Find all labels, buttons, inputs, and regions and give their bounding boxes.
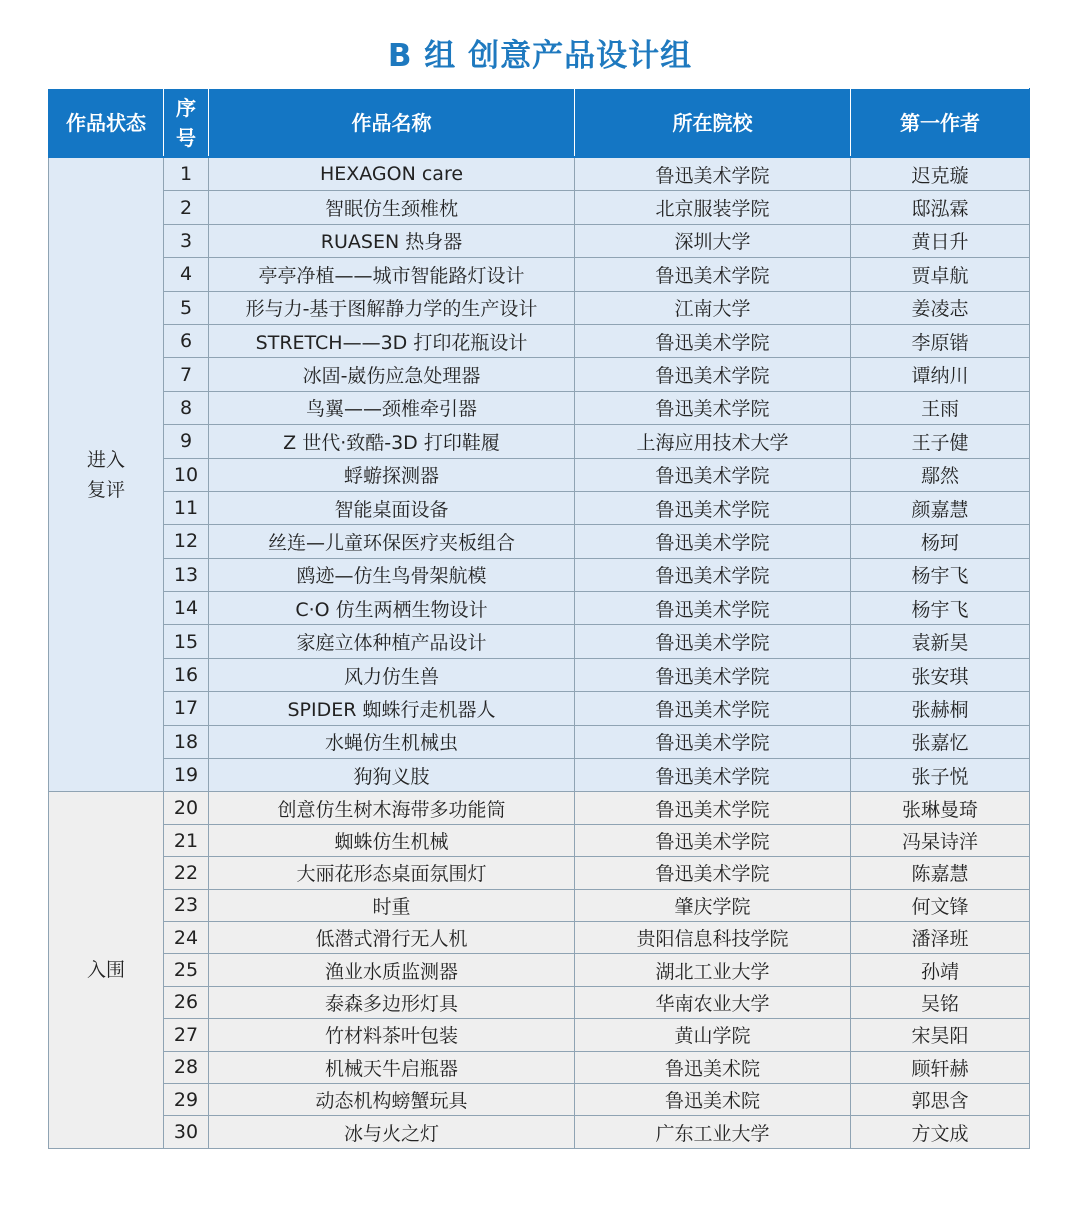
row-school: 鲁迅美术学院 <box>575 525 851 558</box>
row-author: 何文锋 <box>851 889 1030 921</box>
row-author: 陈嘉慧 <box>851 857 1030 889</box>
header-index-label: 序 号 <box>176 95 196 150</box>
row-school: 鲁迅美术学院 <box>575 558 851 591</box>
row-school: 鲁迅美术学院 <box>575 824 851 856</box>
table-row <box>49 857 1030 889</box>
row-author: 迟克璇 <box>851 157 1030 191</box>
row-author: 李原锴 <box>851 324 1030 357</box>
row-name: 冰固-崴伤应急处理器 <box>209 358 575 391</box>
row-school: 鲁迅美术院 <box>575 1083 851 1115</box>
table-row <box>49 324 1030 357</box>
row-name: 狗狗义肢 <box>209 759 575 792</box>
row-index: 16 <box>164 658 209 691</box>
row-school: 鲁迅美术学院 <box>575 792 851 824</box>
row-author: 贾卓航 <box>851 258 1030 291</box>
row-author: 方文成 <box>851 1116 1030 1148</box>
row-school: 鲁迅美术学院 <box>575 358 851 391</box>
row-name: 丝连—儿童环保医疗夹板组合 <box>209 525 575 558</box>
row-author: 杨珂 <box>851 525 1030 558</box>
row-school: 鲁迅美术学院 <box>575 658 851 691</box>
row-author: 吴铭 <box>851 986 1030 1018</box>
row-index: 21 <box>164 824 209 856</box>
row-index: 29 <box>164 1083 209 1115</box>
row-name: HEXAGON care <box>209 157 575 191</box>
row-author: 王雨 <box>851 391 1030 424</box>
row-name: 鸥迹—仿生鸟骨架航模 <box>209 558 575 591</box>
row-author: 张赫桐 <box>851 692 1030 725</box>
row-index: 15 <box>164 625 209 658</box>
row-index: 1 <box>164 157 209 191</box>
row-school: 北京服装学院 <box>575 191 851 224</box>
row-school: 鲁迅美术学院 <box>575 258 851 291</box>
header-name: 作品名称 <box>209 89 575 158</box>
table-row <box>49 692 1030 725</box>
row-school: 上海应用技术大学 <box>575 425 851 458</box>
row-index: 20 <box>164 792 209 824</box>
table-row <box>49 954 1030 986</box>
row-index: 11 <box>164 491 209 524</box>
row-school: 肇庆学院 <box>575 889 851 921</box>
table-row <box>49 425 1030 458</box>
row-name: 鸟翼——颈椎牵引器 <box>209 391 575 424</box>
row-name: 形与力-基于图解静力学的生产设计 <box>209 291 575 324</box>
row-name: 时重 <box>209 889 575 921</box>
row-school: 鲁迅美术学院 <box>575 759 851 792</box>
row-school: 江南大学 <box>575 291 851 324</box>
row-school: 鲁迅美术学院 <box>575 692 851 725</box>
row-index: 24 <box>164 921 209 953</box>
row-index: 6 <box>164 324 209 357</box>
row-index: 25 <box>164 954 209 986</box>
row-author: 宋昊阳 <box>851 1019 1030 1051</box>
table-row <box>49 291 1030 324</box>
row-name: 智眠仿生颈椎枕 <box>209 191 575 224</box>
table-row <box>49 824 1030 856</box>
row-index: 9 <box>164 425 209 458</box>
row-author: 王子健 <box>851 425 1030 458</box>
row-name: 家庭立体种植产品设计 <box>209 625 575 658</box>
row-index: 4 <box>164 258 209 291</box>
table-row <box>49 921 1030 953</box>
row-school: 鲁迅美术学院 <box>575 458 851 491</box>
row-school: 鲁迅美术学院 <box>575 391 851 424</box>
row-index: 23 <box>164 889 209 921</box>
row-author: 邸泓霖 <box>851 191 1030 224</box>
row-school: 鲁迅美术学院 <box>575 592 851 625</box>
row-author: 郭思含 <box>851 1083 1030 1115</box>
table-row <box>49 986 1030 1018</box>
table-row <box>49 1083 1030 1115</box>
row-author: 袁新昊 <box>851 625 1030 658</box>
row-index: 7 <box>164 358 209 391</box>
row-name: STRETCH——3D 打印花瓶设计 <box>209 324 575 357</box>
page-title: B 组 创意产品设计组 <box>387 38 693 74</box>
row-index: 8 <box>164 391 209 424</box>
row-name: 蜘蛛仿生机械 <box>209 824 575 856</box>
row-index: 3 <box>164 224 209 257</box>
row-index: 17 <box>164 692 209 725</box>
table-row <box>49 391 1030 424</box>
table-row <box>49 759 1030 792</box>
table-row <box>49 792 1030 824</box>
row-index: 13 <box>164 558 209 591</box>
table-row <box>49 558 1030 591</box>
row-author: 鄢然 <box>851 458 1030 491</box>
row-name: 动态机构螃蟹玩具 <box>209 1083 575 1115</box>
row-school: 鲁迅美术学院 <box>575 157 851 191</box>
row-author: 张嘉忆 <box>851 725 1030 758</box>
row-index: 12 <box>164 525 209 558</box>
row-name: C·O 仿生两栖生物设计 <box>209 592 575 625</box>
row-name: RUASEN 热身器 <box>209 224 575 257</box>
row-author: 谭纳川 <box>851 358 1030 391</box>
table-row <box>49 1116 1030 1148</box>
table-row <box>49 191 1030 224</box>
row-school: 鲁迅美术学院 <box>575 857 851 889</box>
row-name: 竹材料茶叶包装 <box>209 1019 575 1051</box>
row-school: 湖北工业大学 <box>575 954 851 986</box>
row-index: 28 <box>164 1051 209 1083</box>
table-row <box>49 491 1030 524</box>
row-school: 鲁迅美术学院 <box>575 491 851 524</box>
row-index: 5 <box>164 291 209 324</box>
status-cell: 进入 复评 <box>49 157 164 792</box>
row-name: 风力仿生兽 <box>209 658 575 691</box>
table-row <box>49 157 1030 191</box>
results-table <box>48 88 1030 1149</box>
row-name: 亭亭净植——城市智能路灯设计 <box>209 258 575 291</box>
row-index: 30 <box>164 1116 209 1148</box>
row-name: SPIDER 蜘蛛行走机器人 <box>209 692 575 725</box>
row-author: 杨宇飞 <box>851 558 1030 591</box>
row-index: 22 <box>164 857 209 889</box>
row-author: 颜嘉慧 <box>851 491 1030 524</box>
table-row <box>49 458 1030 491</box>
row-index: 10 <box>164 458 209 491</box>
row-school: 黄山学院 <box>575 1019 851 1051</box>
status-cell: 入围 <box>49 792 164 1148</box>
table-row <box>49 224 1030 257</box>
row-index: 2 <box>164 191 209 224</box>
row-school: 华南农业大学 <box>575 986 851 1018</box>
row-name: Z 世代·致酷-3D 打印鞋履 <box>209 425 575 458</box>
table-row <box>49 525 1030 558</box>
table-row <box>49 258 1030 291</box>
row-school: 鲁迅美术学院 <box>575 324 851 357</box>
table-row <box>49 889 1030 921</box>
row-index: 18 <box>164 725 209 758</box>
row-author: 张琳曼琦 <box>851 792 1030 824</box>
header-index <box>164 89 209 158</box>
row-school: 鲁迅美术学院 <box>575 725 851 758</box>
row-index: 26 <box>164 986 209 1018</box>
row-index: 27 <box>164 1019 209 1051</box>
table-body <box>49 157 1030 1148</box>
table-header-row <box>49 89 1030 158</box>
row-author: 张安琪 <box>851 658 1030 691</box>
header-school: 所在院校 <box>575 89 851 158</box>
table-row <box>49 1019 1030 1051</box>
row-author: 姜凌志 <box>851 291 1030 324</box>
table-row <box>49 1051 1030 1083</box>
table-row <box>49 592 1030 625</box>
row-author: 顾轩赫 <box>851 1051 1030 1083</box>
row-school: 鲁迅美术学院 <box>575 625 851 658</box>
row-school: 深圳大学 <box>575 224 851 257</box>
header-author: 第一作者 <box>851 89 1030 158</box>
row-school: 贵阳信息科技学院 <box>575 921 851 953</box>
row-author: 杨宇飞 <box>851 592 1030 625</box>
row-index: 19 <box>164 759 209 792</box>
row-name: 泰森多边形灯具 <box>209 986 575 1018</box>
row-school: 鲁迅美术院 <box>575 1051 851 1083</box>
row-index: 14 <box>164 592 209 625</box>
table-row <box>49 725 1030 758</box>
row-name: 智能桌面设备 <box>209 491 575 524</box>
row-name: 蜉蝣探测器 <box>209 458 575 491</box>
row-name: 渔业水质监测器 <box>209 954 575 986</box>
table-row <box>49 625 1030 658</box>
table-row <box>49 358 1030 391</box>
row-name: 低潜式滑行无人机 <box>209 921 575 953</box>
header-status: 作品状态 <box>49 89 164 158</box>
row-school: 广东工业大学 <box>575 1116 851 1148</box>
row-name: 冰与火之灯 <box>209 1116 575 1148</box>
row-author: 张子悦 <box>851 759 1030 792</box>
row-name: 大丽花形态桌面氛围灯 <box>209 857 575 889</box>
row-author: 黄日升 <box>851 224 1030 257</box>
row-author: 孙靖 <box>851 954 1030 986</box>
row-name: 创意仿生树木海带多功能筒 <box>209 792 575 824</box>
row-name: 水蝇仿生机械虫 <box>209 725 575 758</box>
table-row <box>49 658 1030 691</box>
row-author: 潘泽班 <box>851 921 1030 953</box>
row-author: 冯杲诗洋 <box>851 824 1030 856</box>
row-name: 机械天牛启瓶器 <box>209 1051 575 1083</box>
